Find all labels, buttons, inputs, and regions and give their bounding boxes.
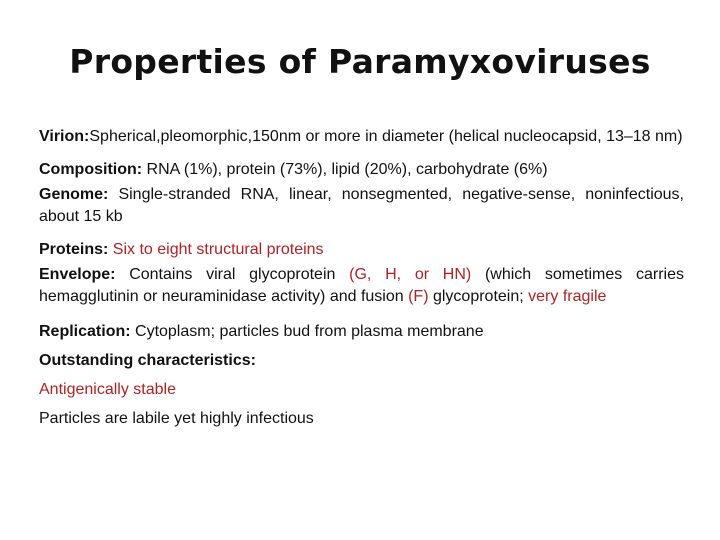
genome-label: Genome: [39,186,109,203]
proteins-text: Six to eight structural proteins [108,241,324,258]
replication-paragraph [39,317,684,346]
slide-title: Properties of Paramyxoviruses [69,42,651,81]
virion-text: Spherical,pleomorphic,150nm or more in diameter (helical nucleocapsid, 13–18 nm) [89,128,683,145]
envelope-text-2: (which sometimes carries hemagglutinin or neuraminidase activity) and fusion [39,266,684,305]
genome-text: Single-stranded RNA, linear, nonsegmented, negative-sense, noninfectious, about 15 kb [39,186,684,225]
replication-section [39,317,684,433]
composition-label: Composition: [39,161,143,178]
envelope-highlight-2: (F) [408,288,429,305]
outstanding-label: Outstanding characteristics: [39,352,256,369]
envelope-highlight-1: (G, H, or HN) [349,266,472,283]
replication-text: Cytoplasm; particles bud from plasma membrane [130,323,484,340]
envelope-highlight-3: very fragile [528,288,607,305]
replication-label: Replication: [39,323,131,340]
envelope-paragraph [39,264,684,308]
virion-label: Virion: [39,128,90,145]
proteins-label: Proteins: [39,241,109,258]
outstanding-item-stable: Antigenically stable [39,381,176,398]
proteins-paragraph [39,239,684,261]
composition-text: RNA (1%), protein (73%), lipid (20%), carbohydrate (6%) [142,161,548,178]
envelope-text-3: glycoprotein; [428,288,529,305]
genome-paragraph [39,184,684,228]
envelope-text-1: Contains viral glycoprotein [115,266,350,283]
slide-body [39,126,684,433]
outstanding-paragraph [39,346,684,375]
composition-paragraph [39,159,684,181]
outstanding-item-labile: Particles are labile yet highly infectious [39,410,314,427]
envelope-label: Envelope: [39,266,116,283]
virion-paragraph [39,126,684,148]
